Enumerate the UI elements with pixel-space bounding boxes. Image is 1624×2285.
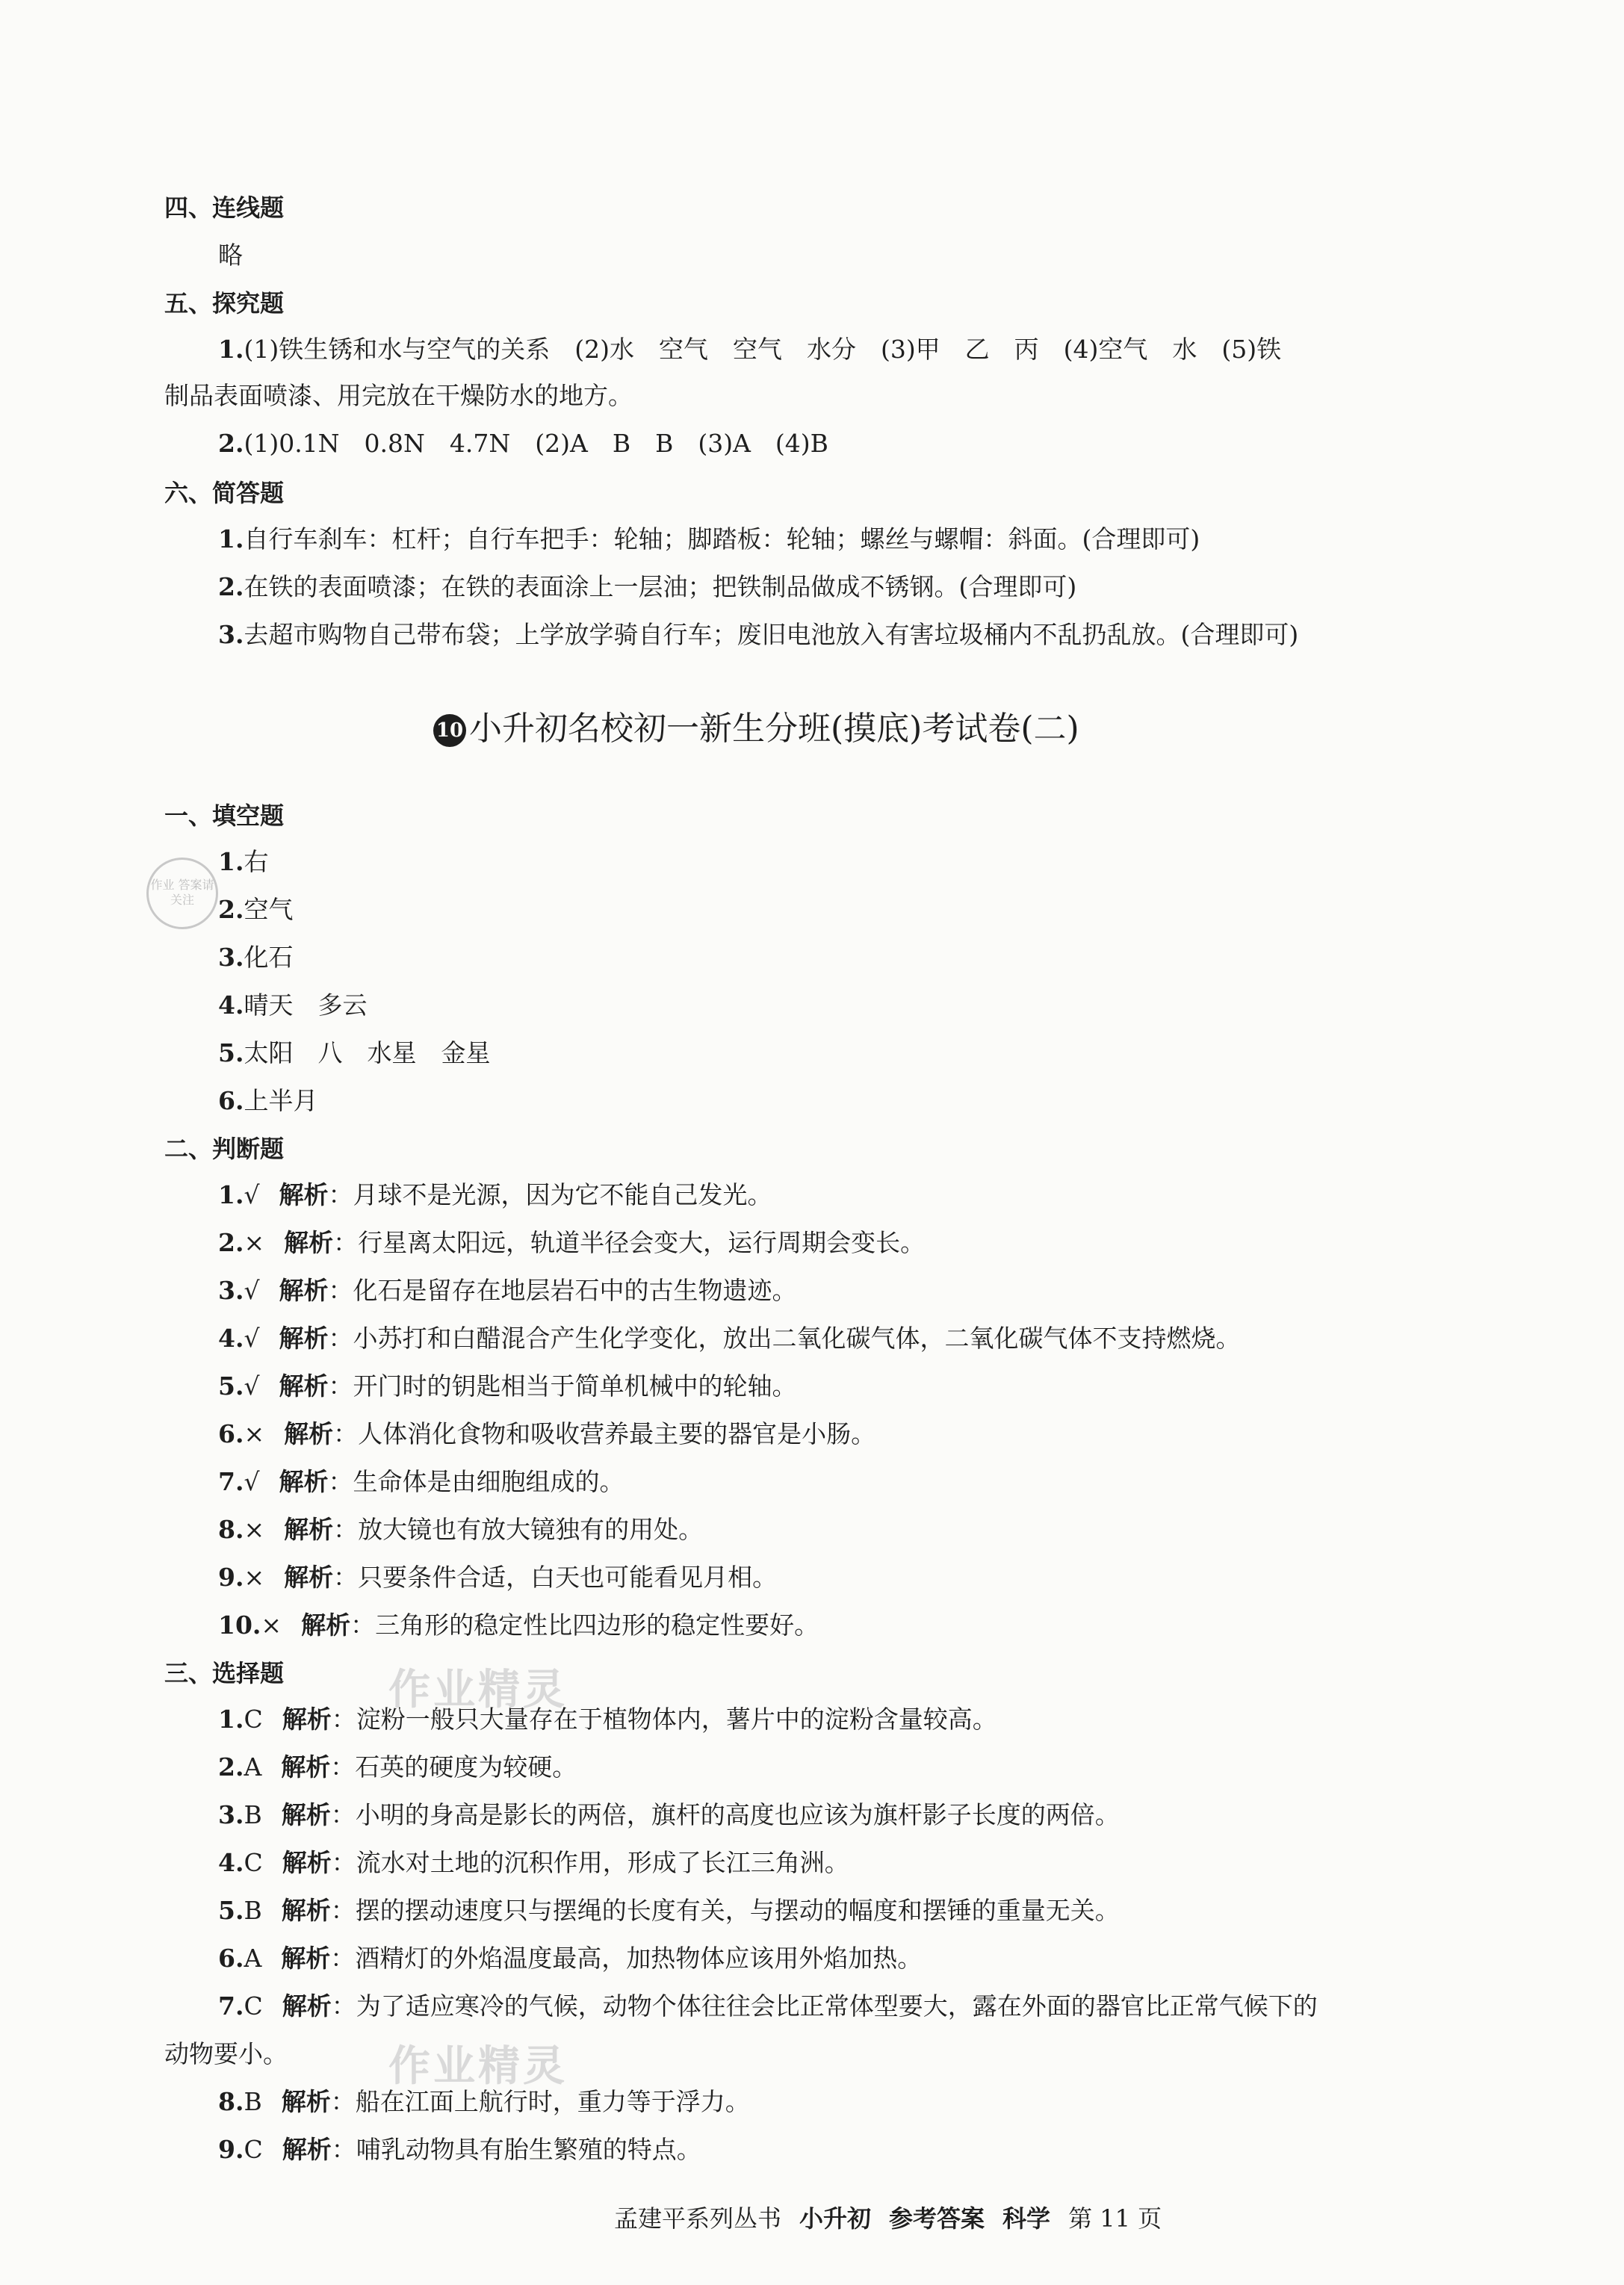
answer-mark: C <box>244 1848 263 1877</box>
q-number: 6. <box>218 1419 244 1448</box>
analysis-text: ：淀粉一般只大量存在于植物体内，薯片中的淀粉含量较高。 <box>331 1705 997 1734</box>
analysis-text: ：哺乳动物具有胎生繁殖的特点。 <box>331 2135 701 2164</box>
q-number: 3. <box>218 943 244 972</box>
judge-item <box>218 1515 703 1545</box>
footer-page-number: 第 11 页 <box>1068 2204 1162 2233</box>
q-number: 9. <box>218 2135 244 2164</box>
sec6-item <box>218 572 1076 602</box>
section-heading-5: 五、探究题 <box>164 289 285 317</box>
judge-item <box>218 1563 777 1593</box>
watermark-text: 作业精灵 <box>388 2041 568 2091</box>
analysis-label: 解析 <box>281 2087 331 2116</box>
q-text: (1)铁生锈和水与空气的关系 (2)水 空气 空气 水分 (3)甲 乙 丙 (4)空气 水 (5)铁 <box>244 335 1282 364</box>
judge-item <box>218 1276 796 1306</box>
q-number: 2. <box>218 572 244 601</box>
q-number: 4. <box>218 1848 244 1877</box>
analysis-text: ：小苏打和白醋混合产生化学变化，放出二氧化碳气体，二氧化碳气体不支持燃烧。 <box>328 1324 1241 1353</box>
sec5-q2 <box>218 429 828 459</box>
fill-item <box>218 990 367 1020</box>
answer-mark: B <box>244 1896 262 1925</box>
q-number: 7. <box>218 1991 244 2021</box>
watermark-stamp: 作业 答案请关注 <box>146 858 218 929</box>
choice-item <box>218 1944 922 1974</box>
footer-level: 小升初 <box>799 2204 872 2233</box>
analysis-label: 解析 <box>279 1467 329 1496</box>
analysis-label: 解析 <box>284 1563 334 1592</box>
q-number: 8. <box>218 1515 244 1544</box>
fill-item <box>218 943 293 973</box>
q-number: 5. <box>218 1896 244 1925</box>
sec5-q1-line1 <box>218 335 1281 365</box>
exam-number-badge: 10 <box>433 714 466 747</box>
section-heading-judge: 二、判断题 <box>164 1135 285 1163</box>
q-number: 1. <box>218 847 244 876</box>
q-number: 1. <box>218 524 244 554</box>
analysis-text: ：人体消化食物和吸收营养最主要的器官是小肠。 <box>333 1419 876 1448</box>
judge-item <box>218 1180 772 1210</box>
analysis-label: 解析 <box>284 1419 334 1448</box>
answer-mark: B <box>244 2087 262 2116</box>
analysis-text: ：小明的身高是影长的两倍，旗杆的高度也应该为旗杆影子长度的两倍。 <box>330 1800 1120 1829</box>
judge-item <box>218 1324 1240 1354</box>
q-number: 2. <box>218 1752 244 1782</box>
analysis-label: 解析 <box>281 1944 331 1973</box>
analysis-text: ：石英的硬度为较硬。 <box>330 1752 577 1782</box>
analysis-label: 解析 <box>281 1896 331 1925</box>
q-number: 4. <box>218 1324 244 1353</box>
section-heading-4: 四、连线题 <box>164 193 285 222</box>
q-text: 晴天 多云 <box>244 990 368 1020</box>
sec6-item <box>218 620 1298 650</box>
answer-mark: √ <box>244 1371 260 1401</box>
q-number: 5. <box>218 1371 244 1401</box>
analysis-label: 解析 <box>301 1610 351 1640</box>
q-text: 上半月 <box>244 1086 318 1115</box>
fill-item <box>218 847 268 877</box>
judge-item <box>218 1228 925 1258</box>
watermark-text: 作业精灵 <box>388 1665 568 1714</box>
analysis-label: 解析 <box>282 1705 332 1734</box>
analysis-label: 解析 <box>284 1515 334 1544</box>
judge-item <box>218 1467 624 1497</box>
q-number: 10. <box>218 1610 261 1640</box>
answer-mark: √ <box>244 1324 260 1353</box>
exam-title-text: 小升初名校初一新生分班(摸底)考试卷(二) <box>469 710 1079 748</box>
fill-item <box>218 1038 490 1068</box>
analysis-text: ：只要条件合适，白天也可能看见月相。 <box>333 1563 778 1592</box>
sec6-item <box>218 524 1200 554</box>
q-number: 6. <box>218 1944 244 1973</box>
analysis-label: 解析 <box>282 1991 332 2021</box>
analysis-label: 解析 <box>279 1180 329 1209</box>
choice-item-continuation: 动物要小。 <box>164 2039 288 2068</box>
analysis-text: ：生命体是由细胞组成的。 <box>328 1467 625 1496</box>
answer-mark: √ <box>244 1180 260 1209</box>
q-number: 3. <box>218 620 244 649</box>
answer-mark: × <box>244 1419 265 1448</box>
page-footer <box>614 2204 1180 2233</box>
q-text: 在铁的表面喷漆；在铁的表面涂上一层油；把铁制品做成不锈钢。(合理即可) <box>244 572 1077 601</box>
analysis-text: ：为了适应寒冷的气候，动物个体往往会比正常体型要大，露在外面的器官比正常气候下的 <box>331 1991 1318 2021</box>
answer-mark: × <box>244 1515 265 1544</box>
q-number: 6. <box>218 1086 244 1115</box>
analysis-text: ：酒精灯的外焰温度最高，加热物体应该用外焰加热。 <box>330 1944 923 1973</box>
analysis-text: ：放大镜也有放大镜独有的用处。 <box>333 1515 704 1544</box>
q-number: 1. <box>218 1705 244 1734</box>
footer-type: 参考答案 <box>889 2204 985 2233</box>
fill-item <box>218 1086 317 1116</box>
q-number: 4. <box>218 990 244 1020</box>
q-text: (1)0.1N 0.8N 4.7N (2)A B B (3)A (4)B <box>244 429 828 458</box>
analysis-label: 解析 <box>279 1371 329 1401</box>
answer-mark: B <box>244 1800 262 1829</box>
analysis-label: 解析 <box>279 1324 329 1353</box>
q-text: 空气 <box>244 895 294 924</box>
analysis-label: 解析 <box>284 1228 334 1257</box>
analysis-text: ：摆的摆动速度只与摆绳的长度有关，与摆动的幅度和摆锤的重量无关。 <box>330 1896 1120 1925</box>
analysis-label: 解析 <box>282 1848 332 1877</box>
choice-item <box>218 1752 577 1782</box>
q-text: 自行车刹车：杠杆；自行车把手：轮轴；脚踏板：轮轴；螺丝与螺帽：斜面。(合理即可) <box>244 524 1200 554</box>
section-heading-6: 六、简答题 <box>164 479 285 507</box>
q-text: 太阳 八 水星 金星 <box>244 1038 491 1067</box>
answer-mark: A <box>244 1944 262 1973</box>
answer-mark: × <box>261 1610 282 1640</box>
q-number: 2. <box>218 1228 244 1257</box>
judge-item <box>218 1610 819 1640</box>
q-number: 8. <box>218 2087 244 2116</box>
sec4-answer: 略 <box>218 241 243 270</box>
section-heading-choice: 三、选择题 <box>164 1659 285 1687</box>
section-heading-fill: 一、填空题 <box>164 802 285 830</box>
answer-mark: √ <box>244 1276 260 1305</box>
choice-item <box>218 1896 1120 1926</box>
analysis-text: ：三角形的稳定性比四边形的稳定性要好。 <box>350 1610 819 1640</box>
answer-mark: √ <box>244 1467 260 1496</box>
answer-mark: A <box>244 1752 262 1782</box>
analysis-text: ：船在江面上航行时，重力等于浮力。 <box>330 2087 750 2116</box>
choice-item <box>218 1991 1318 2021</box>
answer-mark: C <box>244 2135 263 2164</box>
exam-title <box>433 708 1079 750</box>
q-text: 去超市购物自己带布袋；上学放学骑自行车；废旧电池放入有害垃圾桶内不乱扔乱放。(合理即可) <box>244 620 1299 649</box>
footer-series: 孟建平系列丛书 <box>614 2204 782 2233</box>
q-number: 7. <box>218 1467 244 1496</box>
analysis-label: 解析 <box>281 1800 331 1829</box>
choice-item <box>218 1800 1120 1830</box>
q-text: 右 <box>244 847 269 876</box>
q-number: 3. <box>218 1276 244 1305</box>
analysis-text: ：化石是留存在地层岩石中的古生物遗迹。 <box>328 1276 797 1305</box>
q-text: 化石 <box>244 943 294 972</box>
footer-subject: 科学 <box>1002 2204 1051 2233</box>
q-number: 9. <box>218 1563 244 1592</box>
answer-mark: C <box>244 1705 263 1734</box>
q-number: 3. <box>218 1800 244 1829</box>
analysis-text: ：行星离太阳远，轨道半径会变大，运行周期会变长。 <box>333 1228 926 1257</box>
choice-item <box>218 1848 849 1878</box>
q-number: 2. <box>218 895 244 924</box>
q-number: 5. <box>218 1038 244 1067</box>
analysis-text: ：流水对土地的沉积作用，形成了长江三角洲。 <box>331 1848 849 1877</box>
analysis-text: ：月球不是光源，因为它不能自己发光。 <box>328 1180 772 1209</box>
analysis-text: ：开门时的钥匙相当于简单机械中的轮轴。 <box>328 1371 797 1401</box>
answer-mark: C <box>244 1991 263 2021</box>
sec5-q1-line2: 制品表面喷漆、用完放在干燥防水的地方。 <box>164 381 633 410</box>
answer-mark: × <box>244 1228 265 1257</box>
answer-mark: × <box>244 1563 265 1592</box>
analysis-label: 解析 <box>281 1752 331 1782</box>
judge-item <box>218 1419 875 1449</box>
analysis-label: 解析 <box>282 2135 332 2164</box>
q-number: 1. <box>218 1180 244 1209</box>
analysis-label: 解析 <box>279 1276 329 1305</box>
judge-item <box>218 1371 796 1401</box>
choice-item <box>218 1705 997 1734</box>
choice-item <box>218 2135 701 2165</box>
q-number: 2. <box>218 429 244 458</box>
fill-item <box>218 895 293 925</box>
q-number: 1. <box>218 335 244 364</box>
